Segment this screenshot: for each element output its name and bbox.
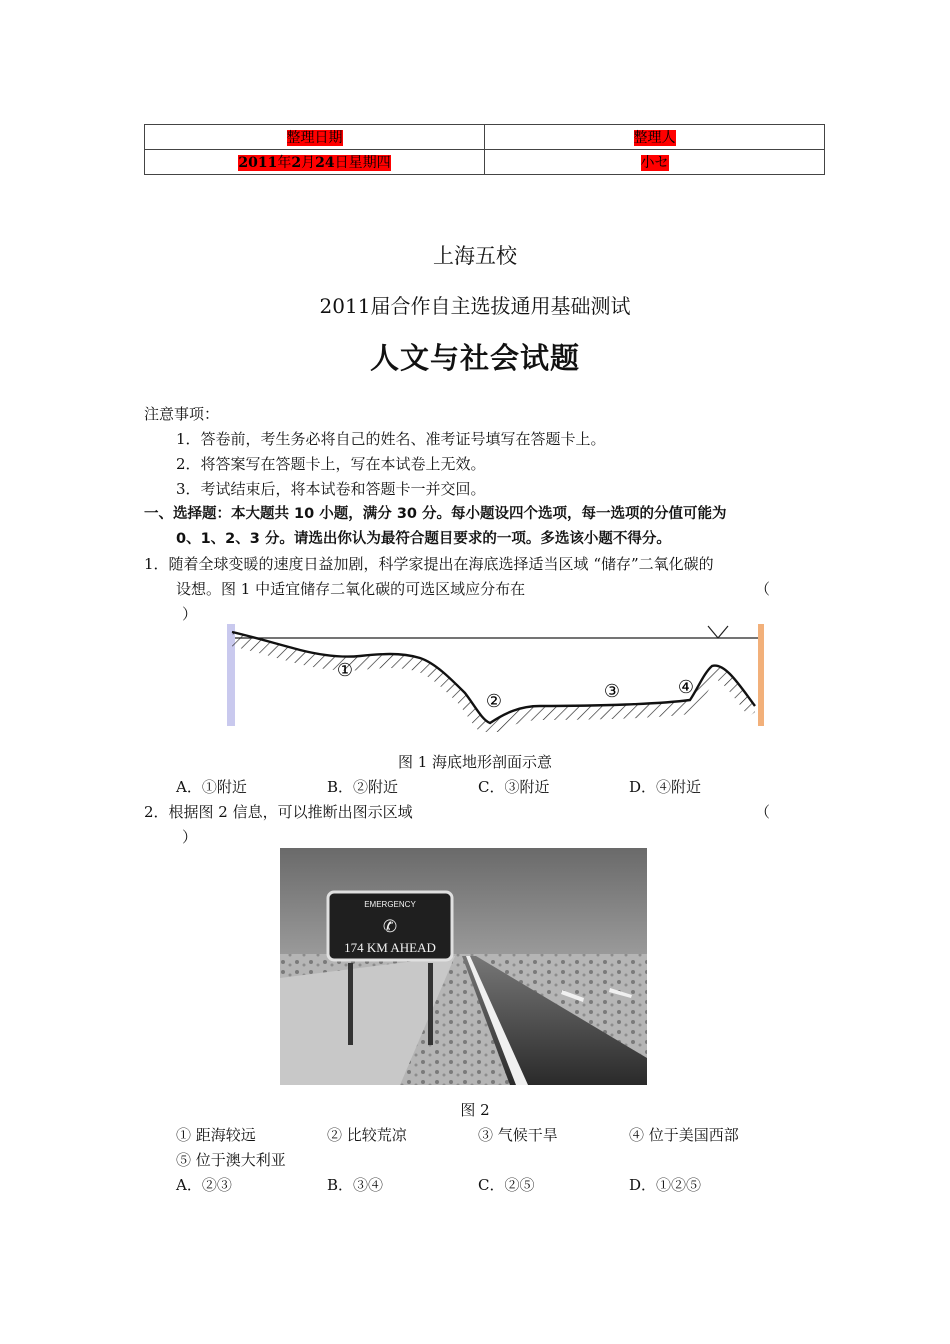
q1-option-d: D．④附近 [629, 778, 702, 796]
q1-stem-line1: 1．随着全球变暖的速度日益加剧，科学家提出在海底选择适当区域 “储存”二氧化碳的 [144, 555, 714, 573]
notice-heading: 注意事项： [144, 405, 220, 423]
sea-level-symbol [708, 626, 728, 638]
q2-statement-4: ④ 位于美国西部 [629, 1126, 739, 1144]
q2-option-a: A．②③ [176, 1176, 232, 1194]
date-year-unit: 年 [277, 155, 292, 171]
q1-answer-paren-close: ） [182, 605, 198, 623]
q2-statement-2: ② 比较荒凉 [327, 1126, 407, 1144]
metadata-header-row [145, 125, 825, 150]
notice-item-1: 1．答卷前，考生务必将自己的姓名、准考证号填写在答题卡上。 [176, 430, 606, 448]
q1-answer-paren-open: （ [755, 580, 771, 598]
q2-stem: 2．根据图 2 信息，可以推断出图示区域 [144, 803, 413, 821]
date-month: 2 [291, 155, 302, 171]
date-weekday: 日星期四 [334, 155, 391, 171]
metadata-person-cell [485, 150, 825, 175]
q2-statement-5: ⑤ 位于澳大利亚 [176, 1151, 286, 1169]
q2-option-d: D．①②⑤ [629, 1176, 702, 1194]
metadata-value-row [145, 150, 825, 175]
outback-road-photo [280, 848, 647, 1085]
q1-option-b: B．②附近 [327, 778, 399, 796]
figure-1-caption: 图 1 海底地形剖面示意 [397, 753, 553, 771]
date-header-label: 整理日期 [286, 130, 343, 146]
notice-item-3: 3．考试结束后，将本试卷和答题卡一并交回。 [176, 480, 486, 498]
seabed-profile-figure [220, 618, 780, 732]
date-day: 24 [315, 155, 335, 171]
q2-answer-paren-close: ） [182, 828, 198, 846]
section-instruction-line2: 0、1、2、3 分。请选出你认为最符合题目要求的一项。多选该小题不得分。 [176, 531, 671, 547]
marker-2: ② [485, 691, 503, 712]
metadata-table [144, 124, 825, 175]
metadata-header-date [145, 125, 485, 150]
date-month-unit: 月 [301, 155, 316, 171]
marker-3: ③ [603, 681, 621, 702]
metadata-date-cell [145, 150, 485, 175]
marker-4: ④ [677, 677, 695, 698]
phone-icon: ✆ [382, 917, 398, 937]
subject-title: 人文与社会试题 [369, 341, 580, 375]
sign-post-right [428, 963, 433, 1045]
notice-item-2: 2．将答案写在答题卡上，写在本试卷上无效。 [176, 455, 486, 473]
figure-2-caption: 图 2 [460, 1101, 490, 1119]
right-boundary-bar [758, 624, 764, 726]
q1-stem-line2: 设想。图 1 中适宜储存二氧化碳的可选区域应分布在 [176, 580, 526, 598]
marker-1: ① [336, 660, 354, 681]
q1-option-a: A．①附近 [176, 778, 247, 796]
sign-main-text: 174 KM AHEAD [344, 940, 436, 955]
metadata-header-person [485, 125, 825, 150]
q1-option-c: C．③附近 [478, 778, 550, 796]
q2-statement-3: ③ 气候干旱 [478, 1126, 558, 1144]
section-instruction-line1: 一、选择题：本大题共 10 小题，满分 30 分。每小题设四个选项，每一选项的分值可能为 [144, 506, 727, 522]
person-header-label: 整理人 [633, 130, 676, 146]
school-title: 上海五校 [433, 244, 517, 268]
q2-statement-1: ① 距海较远 [176, 1126, 256, 1144]
q2-option-c: C．②⑤ [478, 1176, 535, 1194]
sign-post-left [348, 963, 353, 1045]
sign-top-text: EMERGENCY [364, 900, 416, 909]
person-value: 小セ [640, 155, 669, 171]
date-year: 2011 [238, 155, 278, 171]
q2-option-b: B．③④ [327, 1176, 384, 1194]
exam-title: 2011届合作自主选拔通用基础测试 [319, 294, 631, 318]
q2-answer-paren-open: （ [755, 803, 771, 821]
